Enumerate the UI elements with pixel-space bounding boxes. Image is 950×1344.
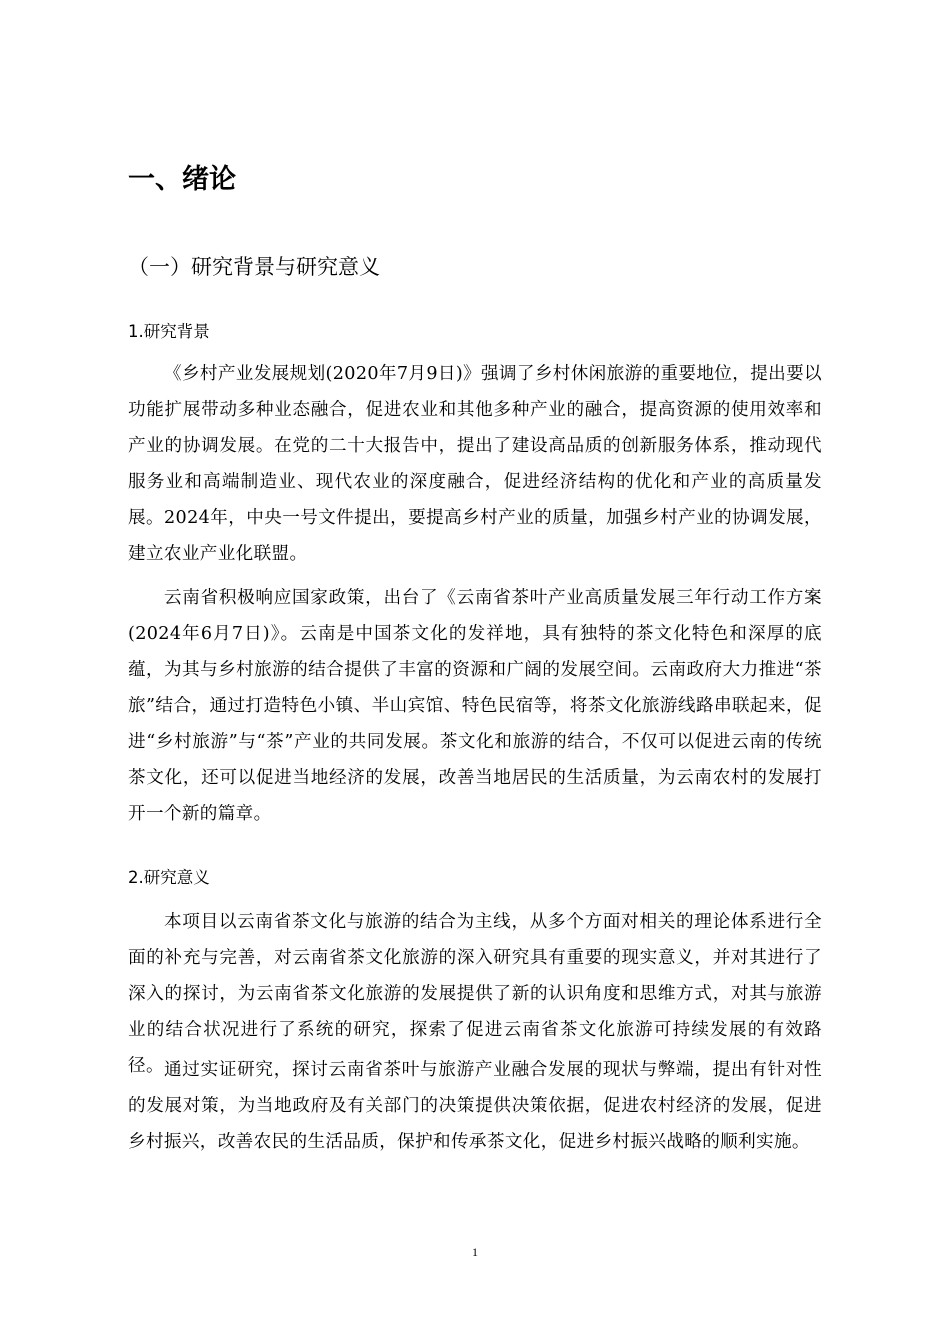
subsection-heading-significance: 2.研究意义 [128, 868, 210, 887]
paragraph-background-1: 《乡村产业发展规划(2020年7月9日)》强调了乡村休闲旅游的重要地位，提出要以功能扩展带动多种业态融合，促进农业和其他多种产业的融合，提高资源的使用效率和产业的协调发展。在党的二十大报告中，提出了建设高品质的创新服务体系，推动现代服务业和高端制造业、现代农业的深度融合，促进经济结构的优化和产业的高质量发展。2024年，中央一号文件提出，要提高乡村产业的质量，加强乡村产业的协调发展，建立农业产业化联盟。 [128, 364, 822, 564]
paragraph-background-2: 云南省积极响应国家政策，出台了《云南省茶叶产业高质量发展三年行动工作方案(2024年6月7日)》。云南是中国茶文化的发祥地，具有独特的茶文化特色和深厚的底蕴，为其与乡村旅游的结合提供了丰富的资源和广阔的发展空间。云南政府大力推进“茶旅”结合，通过打造特色小镇、半山宾馆、特色民宿等，将茶文化旅游线路串联起来，促进“乡村旅游”与“茶”产业的共同发展。茶文化和旅游的结合，不仅可以促进云南的传统茶文化，还可以促进当地经济的发展，改善当地居民的生活质量，为云南农村的发展打开一个新的篇章。 [128, 588, 822, 824]
paragraph-significance-1: 本项目以云南省茶文化与旅游的结合为主线，从多个方面对相关的理论体系进行全面的补充与完善，对云南省茶文化旅游的深入研究具有重要的现实意义，并对其进行了深入的探讨，为云南省茶文化旅游的发展提供了新的认识角度和思维方式，对其与旅游业的结合状况进行了系统的研究，探索了促进云南省茶文化旅游可持续发展的有效路径。 [128, 912, 822, 1076]
subsection-heading-background: 1.研究背景 [128, 322, 210, 341]
page-number: 1 [472, 1245, 478, 1259]
section-heading: （一）研究背景与研究意义 [128, 255, 380, 279]
paragraph-significance-2: 通过实证研究，探讨云南省茶叶与旅游产业融合发展的现状与弊端，提出有针对性的发展对策，为当地政府及有关部门的决策提供决策依据，促进农村经济的发展，促进乡村振兴，改善农民的生活品质，保护和传承茶文化，促进乡村振兴战略的顺利实施。 [128, 1060, 822, 1152]
chapter-heading: 一、绪论 [128, 164, 236, 195]
